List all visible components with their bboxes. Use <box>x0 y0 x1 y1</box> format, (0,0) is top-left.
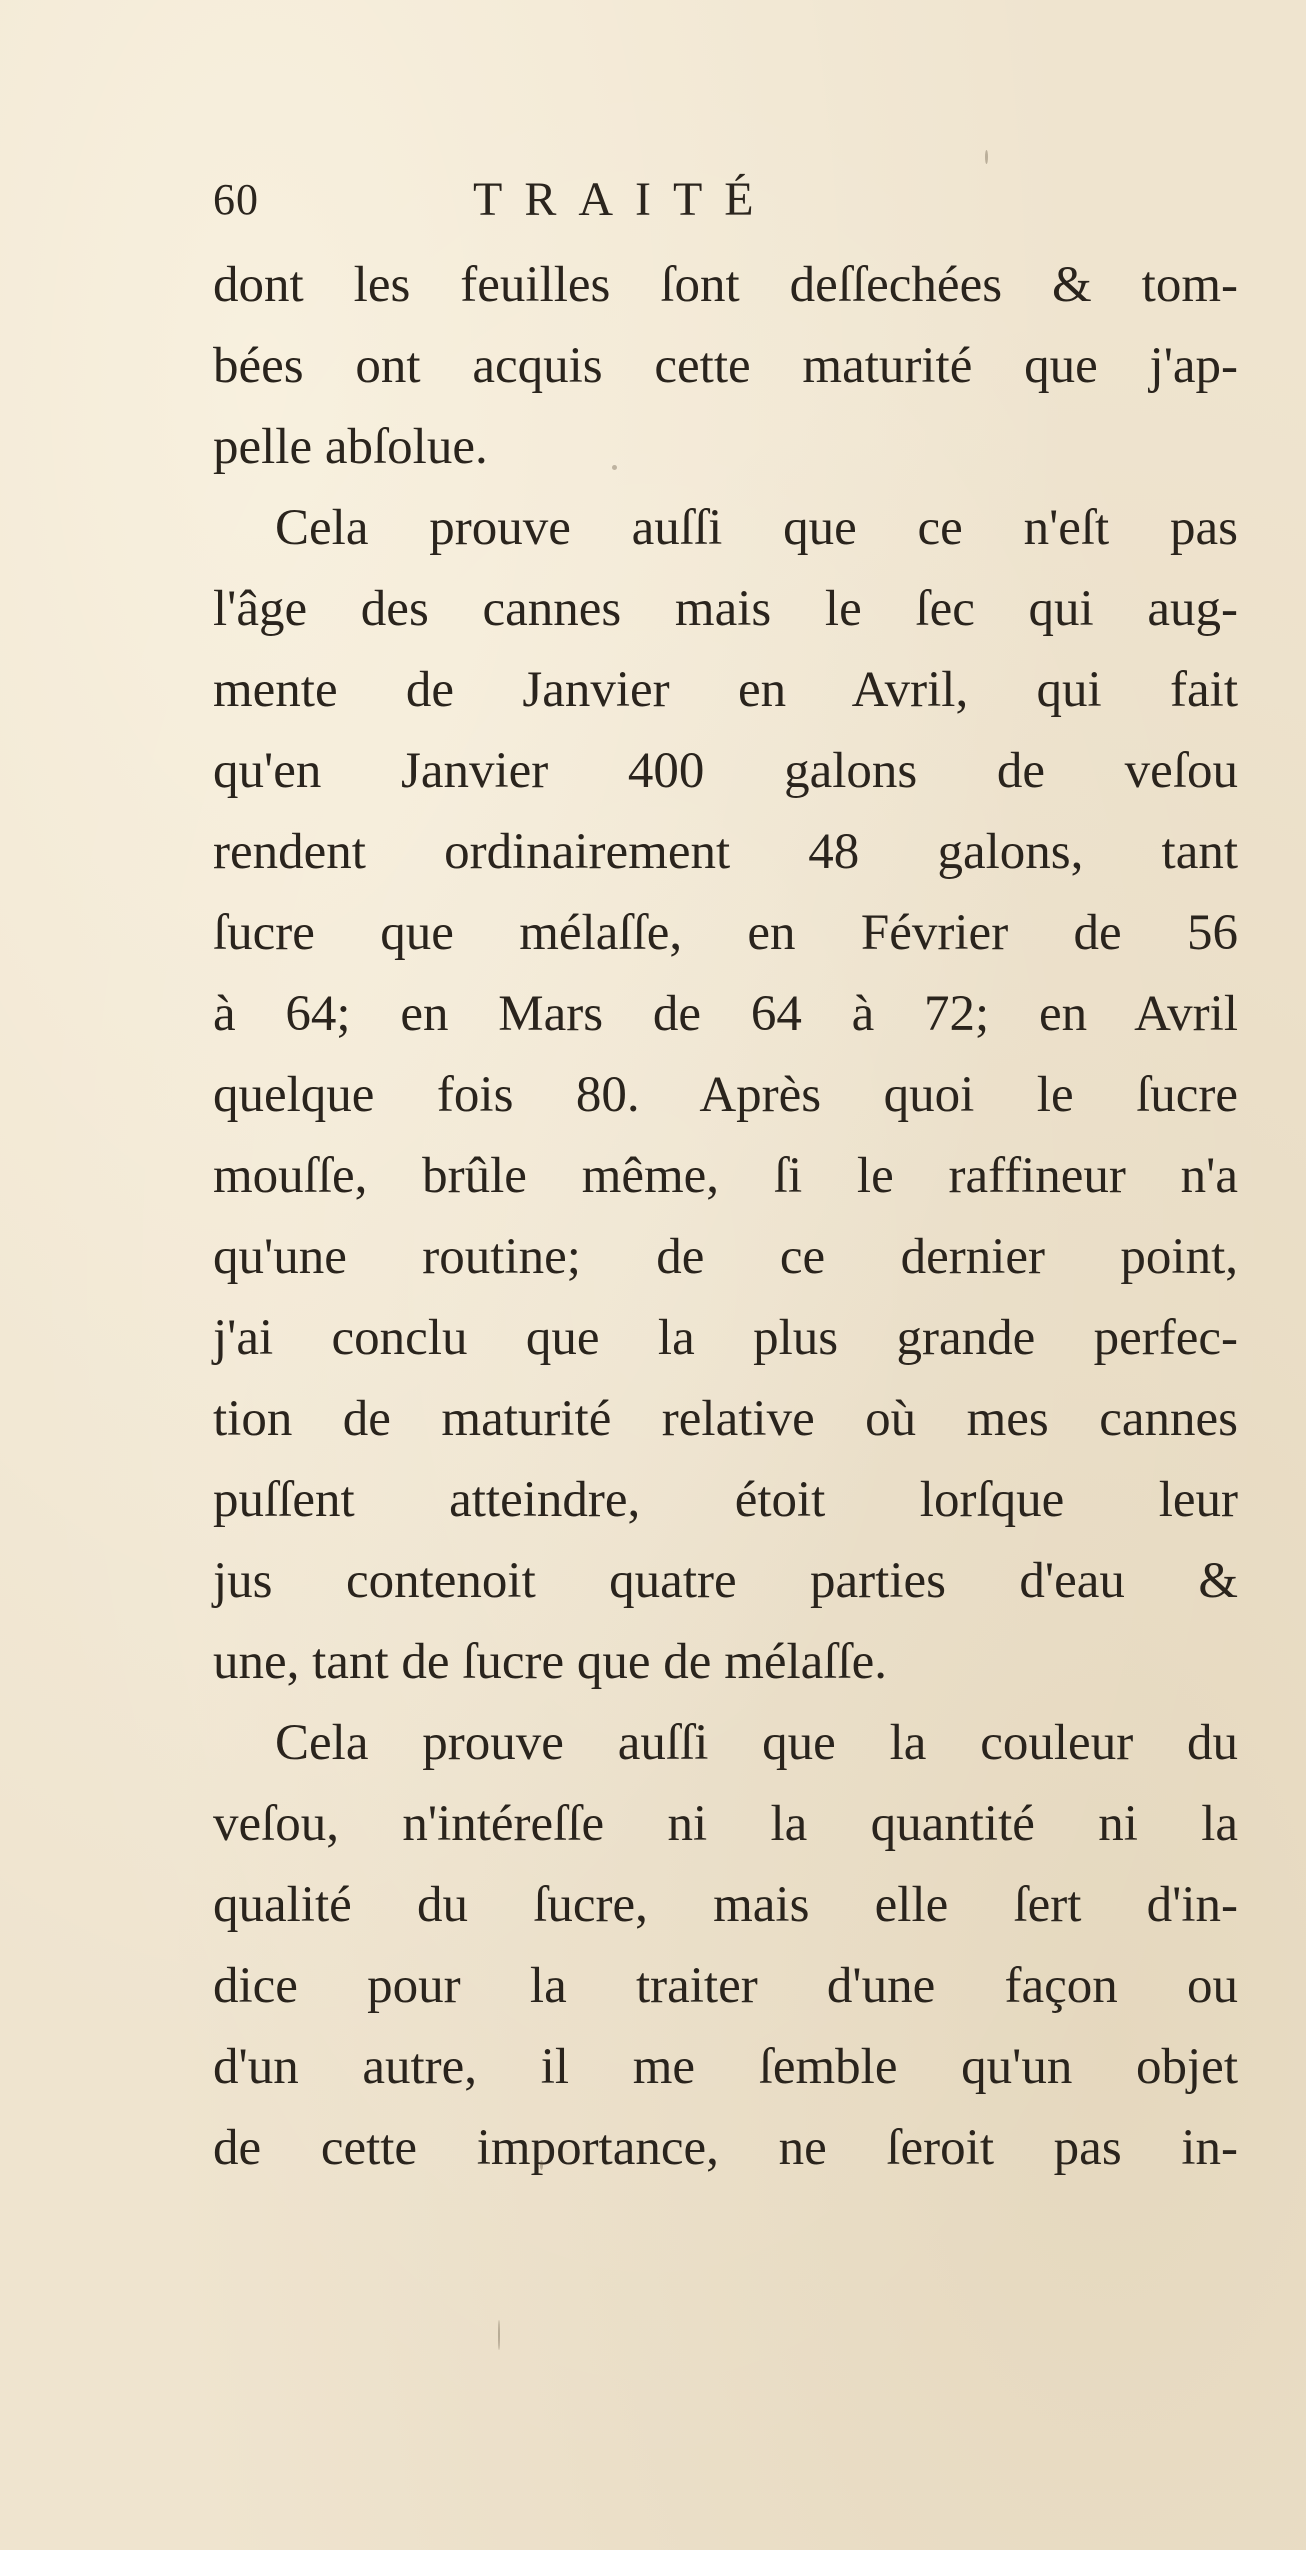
text-line: d'un autre, il me ſemble qu'un objet <box>213 2039 1238 2095</box>
paper-speck <box>612 465 617 470</box>
body-text <box>213 245 1238 2189</box>
text-line: veſou, n'intéreſſe ni la quantité ni la <box>213 1796 1238 1852</box>
page-number: 60 <box>213 175 259 224</box>
text-line: ſucre que mélaſſe, en Février de 56 <box>213 905 1238 961</box>
text-line: Cela prouve auſſi que la couleur du <box>275 1715 1238 1771</box>
text-line: mouſſe, brûle même, ſi le raffineur n'a <box>213 1148 1238 1204</box>
text-line: dice pour la traiter d'une façon ou <box>213 1958 1238 2014</box>
text-line: tion de maturité relative où mes cannes <box>213 1391 1238 1447</box>
running-head <box>213 165 1213 235</box>
text-line: qualité du ſucre, mais elle ſert d'in- <box>213 1877 1238 1933</box>
text-line: dont les feuilles ſont deſſechées & tom- <box>213 257 1238 313</box>
text-line: bées ont acquis cette maturité que j'ap- <box>213 338 1238 394</box>
text-line: une, tant de ſucre que de mélaſſe. <box>213 1634 888 1690</box>
text-line: mente de Janvier en Avril, qui fait <box>213 662 1238 718</box>
paper-speck <box>985 150 988 164</box>
text-line: jus contenoit quatre parties d'eau & <box>213 1553 1238 1609</box>
text-line: qu'une routine; de ce dernier point, <box>213 1229 1238 1285</box>
text-line: qu'en Janvier 400 galons de veſou <box>213 743 1238 799</box>
text-line: de cette importance, ne ſeroit pas in- <box>213 2120 1238 2176</box>
text-line: puſſent atteindre, étoit lorſque leur <box>213 1472 1238 1528</box>
text-line: j'ai conclu que la plus grande perfec- <box>213 1310 1238 1366</box>
paper-speck <box>498 2320 500 2350</box>
text-line: l'âge des cannes mais le ſec qui aug- <box>213 581 1238 637</box>
text-line: Cela prouve auſſi que ce n'eſt pas <box>275 500 1238 556</box>
paper-speck <box>540 2160 543 2170</box>
text-line: pelle abſolue. <box>213 419 488 475</box>
running-title: TRAITÉ <box>473 173 776 226</box>
text-line: à 64; en Mars de 64 à 72; en Avril <box>213 986 1238 1042</box>
text-line: rendent ordinairement 48 galons, tant <box>213 824 1238 880</box>
text-line: quelque fois 80. Après quoi le ſucre <box>213 1067 1238 1123</box>
